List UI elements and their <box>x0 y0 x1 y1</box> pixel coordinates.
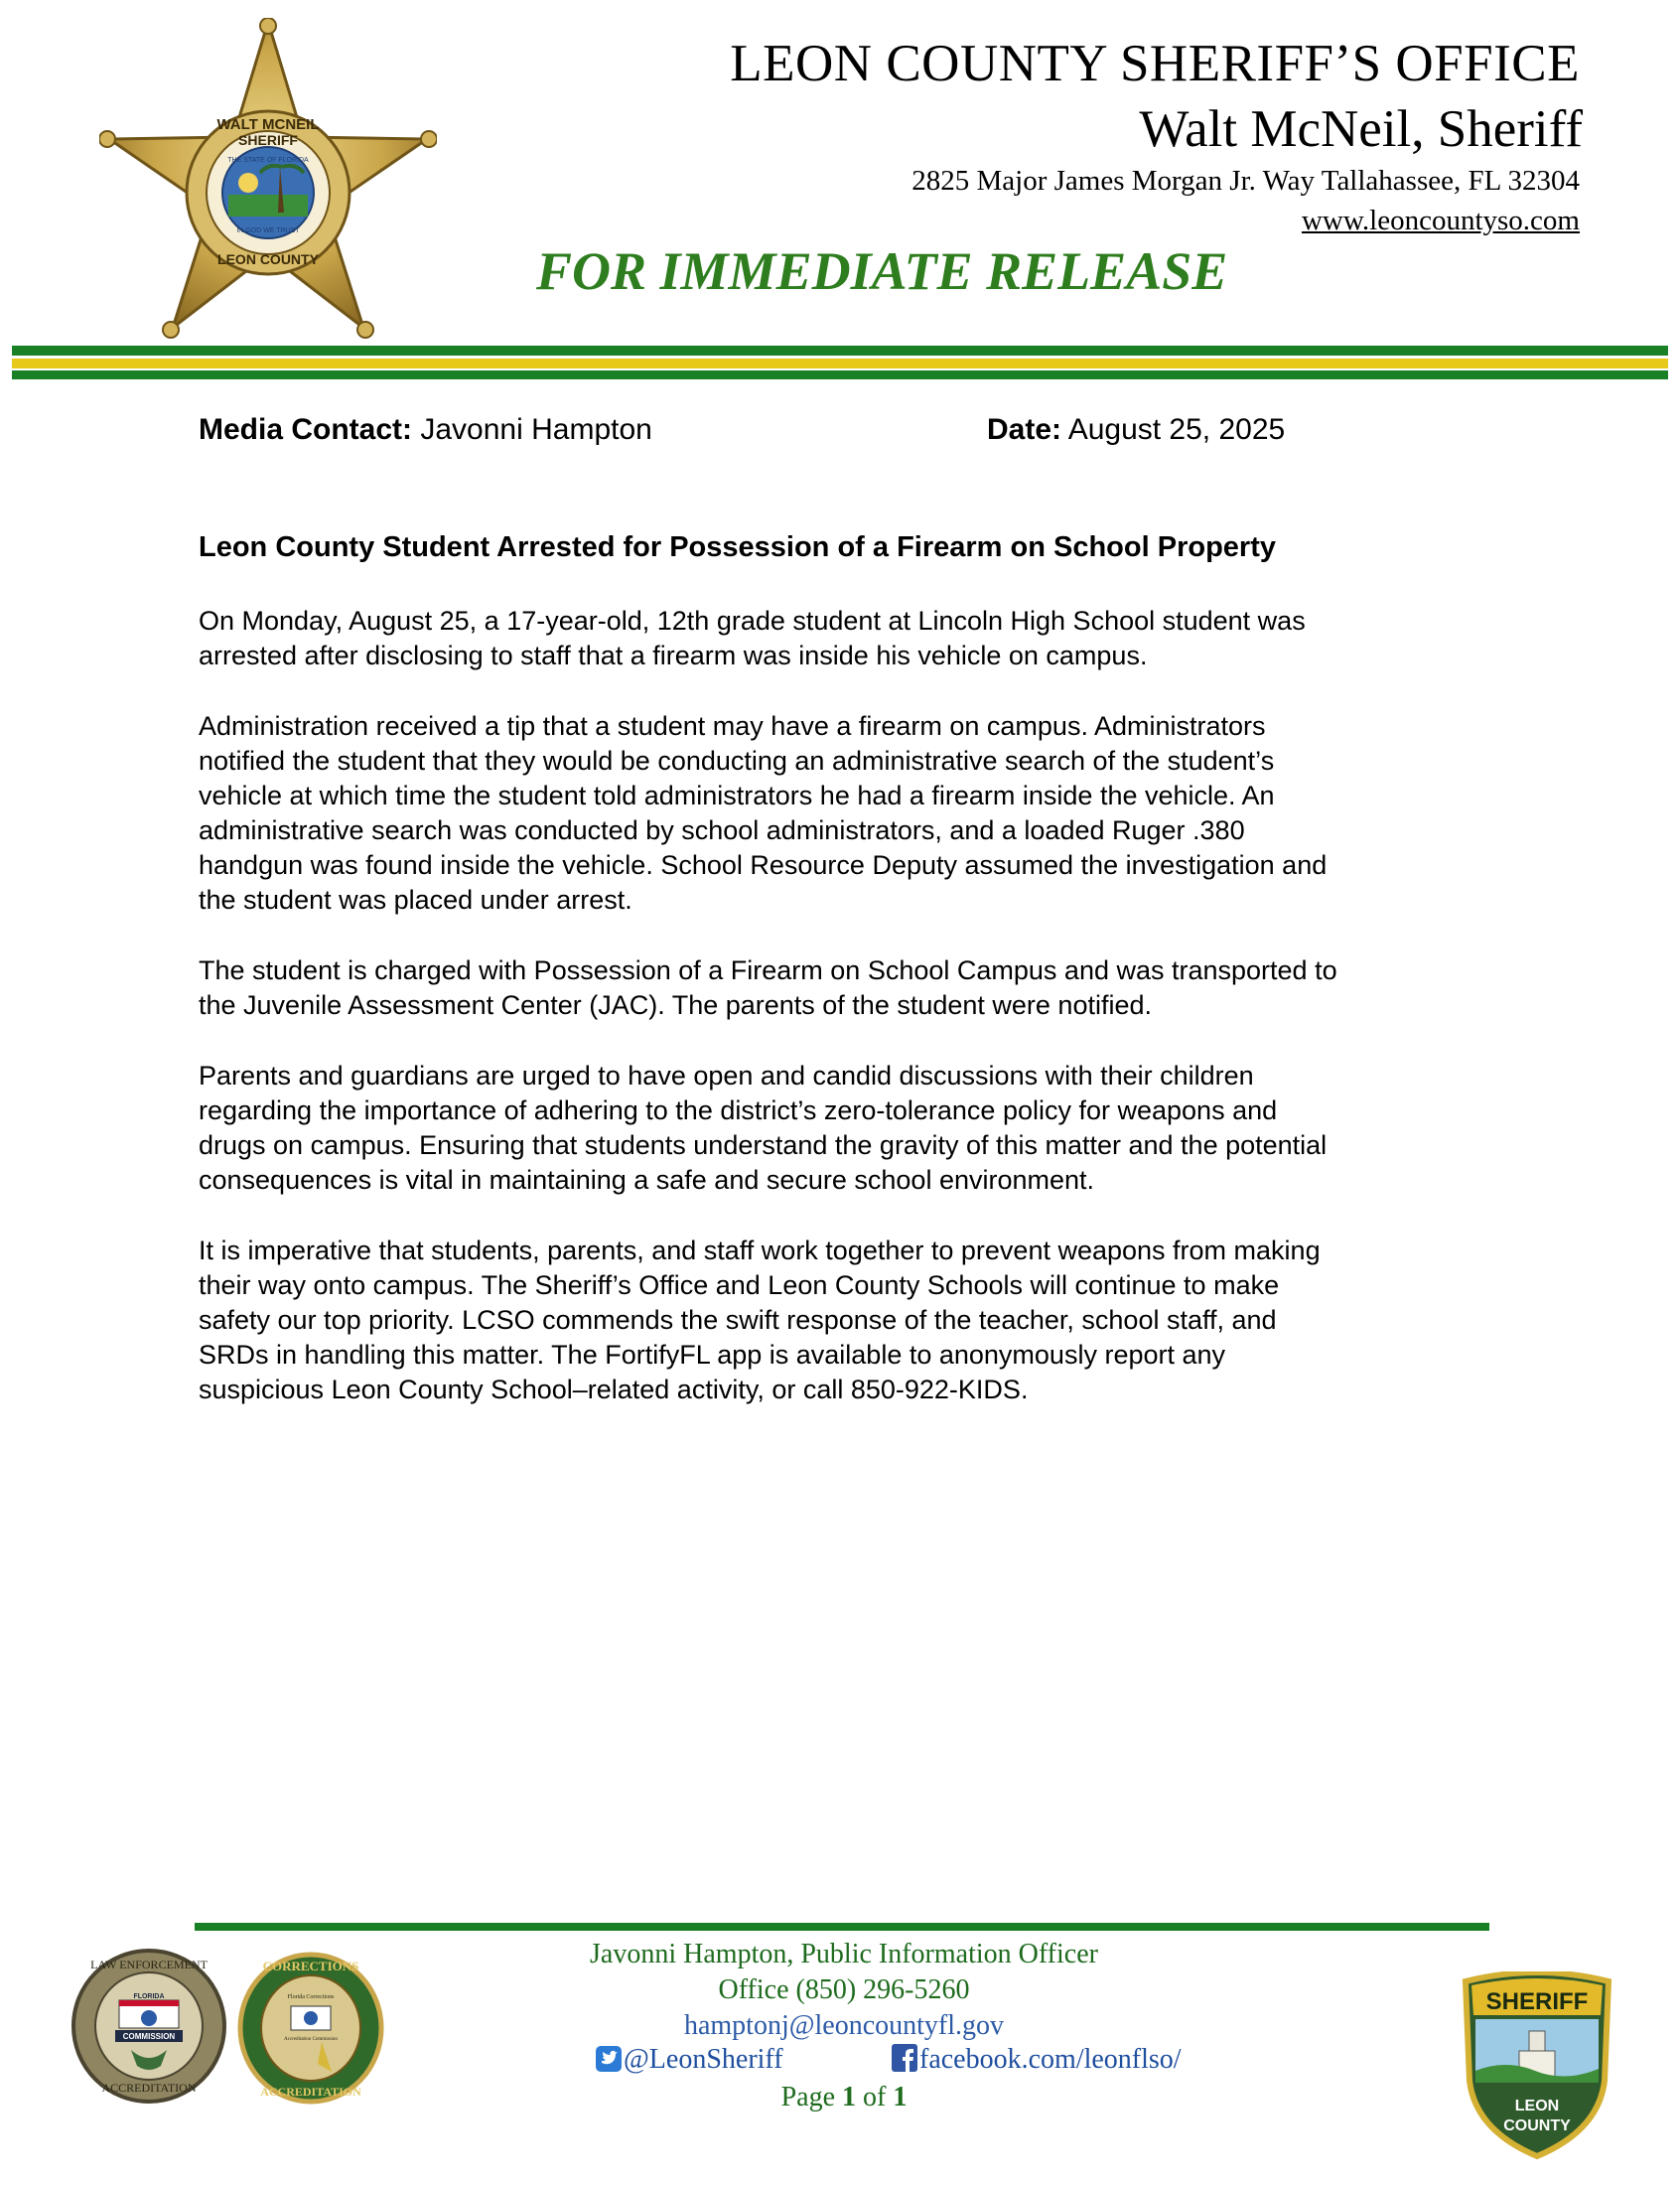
svg-text:CORRECTIONS: CORRECTIONS <box>262 1959 359 1973</box>
svg-text:COUNTY: COUNTY <box>1503 2117 1571 2134</box>
media-contact-label: Media Contact: <box>199 413 413 446</box>
website-link[interactable]: www.leoncountyso.com <box>1301 205 1580 236</box>
text-line: regarding the importance of adhering to the district’s zero-tolerance policy for weapons and <box>199 1095 1278 1125</box>
date-value: August 25, 2025 <box>1067 413 1286 446</box>
twitter-icon <box>596 2046 622 2072</box>
text-line: arrested after disclosing to staff that a firearm was inside his vehicle on campus. <box>199 641 1148 670</box>
facebook-icon <box>892 2044 917 2072</box>
svg-text:COMMISSION: COMMISSION <box>122 2032 176 2041</box>
paragraph-4 <box>199 1059 1509 1198</box>
page-current: 1 <box>842 2082 857 2112</box>
header-divider-green-top <box>12 346 1668 356</box>
svg-text:ACCREDITATION: ACCREDITATION <box>260 2085 361 2099</box>
text-line: notified the student that they would be conducting an administrative search of the student’s <box>199 746 1275 776</box>
text-line: Administration received a tip that a student may have a firearm on campus. Administrators <box>199 711 1266 741</box>
svg-text:WALT MCNEIL: WALT MCNEIL <box>216 116 320 133</box>
date-label: Date: <box>987 413 1062 446</box>
office-name-heading: LEON COUNTY SHERIFF’S OFFICE <box>730 35 1580 92</box>
svg-text:SHERIFF: SHERIFF <box>1485 1988 1589 2015</box>
text-line: administrative search was conducted by school administrators, and a loaded Ruger .380 <box>199 815 1245 845</box>
svg-text:SHERIFF: SHERIFF <box>238 132 298 148</box>
twitter-link[interactable] <box>596 2044 783 2076</box>
svg-text:ACCREDITATION: ACCREDITATION <box>101 2081 197 2095</box>
text-line: the student was placed under arrest. <box>199 885 632 915</box>
text-line: SRDs in handling this matter. The FortifyFL app is available to anonymously report any <box>199 1340 1226 1370</box>
media-contact <box>199 415 652 445</box>
text-line: The student is charged with Possession of a Firearm on School Campus and was transported to <box>199 955 1337 985</box>
page-prefix: Page <box>780 2082 843 2112</box>
footer-divider <box>195 1923 1489 1931</box>
facebook-url: facebook.com/leonflso/ <box>919 2044 1182 2075</box>
header-divider-green-bottom <box>12 370 1668 379</box>
text-line: the Juvenile Assessment Center (JAC). The parents of the student were notified. <box>199 990 1153 1020</box>
paragraph-2 <box>199 709 1509 918</box>
release-date <box>987 415 1285 445</box>
text-line: drugs on campus. Ensuring that students understand the gravity of this matter and the potential <box>199 1130 1328 1160</box>
text-line: their way onto campus. The Sheriff’s Office and Leon County Schools will continue to make <box>199 1270 1280 1300</box>
text-line: It is imperative that students, parents, and staff work together to prevent weapons from making <box>199 1236 1321 1265</box>
article-headline: Leon County Student Arrested for Possession of a Firearm on School Property <box>199 531 1276 563</box>
sheriff-shield-logo <box>1458 1971 1616 2160</box>
office-address: 2825 Major James Morgan Jr. Way Tallahassee, FL 32304 <box>911 165 1580 197</box>
page-indicator <box>536 2080 1152 2115</box>
svg-text:LEON: LEON <box>1514 2098 1560 2114</box>
svg-text:LAW ENFORCEMENT: LAW ENFORCEMENT <box>90 1958 208 1971</box>
footer-contact-title: Javonni Hampton, Public Information Officer <box>590 1939 1098 1969</box>
sheriff-star-badge-logo <box>99 18 437 346</box>
paragraph-5 <box>199 1234 1509 1407</box>
svg-text:LEON COUNTY: LEON COUNTY <box>217 251 319 267</box>
header-divider-yellow <box>12 359 1668 368</box>
footer-email-link[interactable]: hamptonj@leoncountyfl.gov <box>683 2010 1005 2041</box>
text-line: consequences is vital in maintaining a safe and secure school environment. <box>199 1165 1095 1195</box>
facebook-link[interactable] <box>892 2044 1182 2076</box>
text-line: On Monday, August 25, a 17-year-old, 12th grade student at Lincoln High School student was <box>199 606 1306 636</box>
corrections-accreditation-seal <box>236 1951 385 2106</box>
svg-text:IN GOD WE TRUST: IN GOD WE TRUST <box>236 227 300 234</box>
footer-office-phone: Office (850) 296-5260 <box>718 1974 970 2005</box>
svg-text:FLORIDA: FLORIDA <box>133 1993 165 2000</box>
media-contact-name: Javonni Hampton <box>420 413 652 446</box>
social-links <box>536 2044 1182 2080</box>
law-enforcement-accreditation-seal <box>70 1947 228 2106</box>
sheriff-name-heading: Walt McNeil, Sheriff <box>1139 100 1583 158</box>
svg-text:THE STATE OF FLORIDA: THE STATE OF FLORIDA <box>227 157 309 164</box>
text-line: handgun was found inside the vehicle. School Resource Deputy assumed the investigation and <box>199 850 1328 880</box>
footer-contact-block <box>536 1937 1182 2115</box>
text-line: safety our top priority. LCSO commends the swift response of the teacher, school staff, and <box>199 1305 1277 1335</box>
svg-text:Florida Corrections: Florida Corrections <box>287 1994 335 2000</box>
paragraph-3 <box>199 953 1509 1023</box>
text-line: Parents and guardians are urged to have open and candid discussions with their children <box>199 1061 1254 1091</box>
twitter-handle: @LeonSheriff <box>624 2044 783 2075</box>
release-label: FOR IMMEDIATE RELEASE <box>536 241 1228 301</box>
paragraph-1 <box>199 604 1509 673</box>
page-total: 1 <box>893 2082 908 2112</box>
text-line: vehicle at which time the student told administrators he had a firearm inside the vehicle. An <box>199 781 1275 810</box>
text-line: suspicious Leon County School–related activity, or call 850-922-KIDS. <box>199 1375 1029 1404</box>
page-of: of <box>856 2082 894 2112</box>
article-body <box>199 604 1509 1443</box>
svg-text:Accreditation Commission: Accreditation Commission <box>284 2037 338 2042</box>
